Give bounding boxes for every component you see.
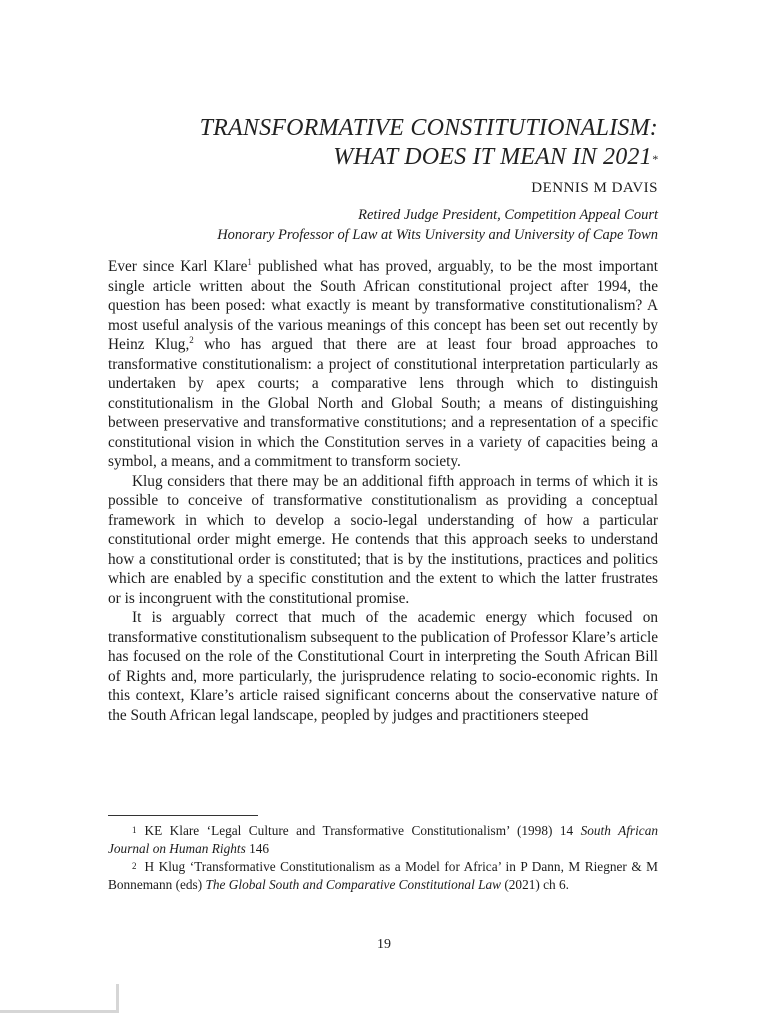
paragraph-1-part-b: published what has proved, arguably, to be the most important single article written about the South African constitutional project after 1994, the question has been posed: what exactly is meant by transformative constitutionalism? A most useful analysis of the various meanings of this concept has been set out recently by Heinz Klug, [108,258,658,353]
footnote-2 [108,858,658,894]
article-title [200,114,658,172]
footnote-1-journal: South African Journal on Human Rights [108,823,658,856]
body-text [108,257,658,725]
title-line-2-text: WHAT DOES IT MEAN IN 2021 [333,144,652,170]
footnotes [108,822,658,894]
author-affiliation [217,205,658,245]
author-name: DENNIS M DAVIS [531,180,658,196]
footnote-ref-2: 2 [189,334,194,345]
footnote-1-text-b: 146 [245,841,270,856]
footnote-2-text-a: H Klug ‘Transformative Constitutionalism as a Model for Africa’ in P Dann, M Riegner & M Bonnemann (eds) [108,859,658,892]
paragraph-1-part-c: who has argued that there are at least four broad approaches to transformative constitutionalism: a project of constitutional interpretation particularly as undertaken by apex courts; a comparative lens through which to distinguish constitutionalism in the Global North and Global South; a means of distinguishing between preservative and transformative constitutions; and a representation of a specific constitutional vision in which the Constitution serves in a variety of capacities being a symbol, a means, and a commitment to transform society. [108,336,658,470]
crop-mark-vertical [116,984,119,1013]
footnote-1 [108,822,658,858]
footnote-1-text-a: KE Klare ‘Legal Culture and Transformative Constitutionalism’ (1998) 14 [144,823,581,838]
footnote-2-book-title: The Global South and Comparative Constitutional Law [205,877,502,892]
footnote-ref-1: 1 [247,256,252,267]
title-line-1: TRANSFORMATIVE CONSTITUTIONALISM: [199,115,658,141]
footnote-2-text-b: (2021) ch 6. [501,877,569,892]
paragraph-1 [108,257,658,472]
footnote-1-number: 1 [132,825,137,835]
paragraph-2: Klug considers that there may be an additional fifth approach in terms of which it is possible to conceive of transformative constitutionalism as providing a conceptual framework in which to develop a socio-legal understanding of how a particular constitutional order might emerge. He contends that this approach seeks to understand how a constitutional order is constituted; that is by the institutions, practices and politics which are enabled by a specific constitution and the extent to which the latter frustrates or is incongruent with the constitutional promise. [108,472,658,607]
title-footnote-mark: * [651,152,658,166]
affiliation-line-2: Honorary Professor of Law at Wits University and University of Cape Town [217,227,658,243]
footnote-2-number: 2 [132,861,137,871]
paragraph-1-part-a: Ever since Karl Klare [108,258,248,275]
title-line-2 [200,143,658,172]
paragraph-3: It is arguably correct that much of the academic energy which focused on transformative constitutionalism subsequent to the publication of Professor Klare’s article has focused on the role of the Constitutional Court in interpreting the South African Bill of Rights and, more particularly, the jurisprudence relating to socio-economic rights. In this context, Klare’s article raised significant concerns about the conservative nature of the South African legal landscape, peopled by judges and practitioners steeped [108,609,658,724]
page-number: 19 [377,937,391,952]
affiliation-line-1: Retired Judge President, Competition Appeal Court [358,207,658,223]
crop-mark-horizontal [0,1010,119,1013]
footnote-separator [108,815,258,816]
